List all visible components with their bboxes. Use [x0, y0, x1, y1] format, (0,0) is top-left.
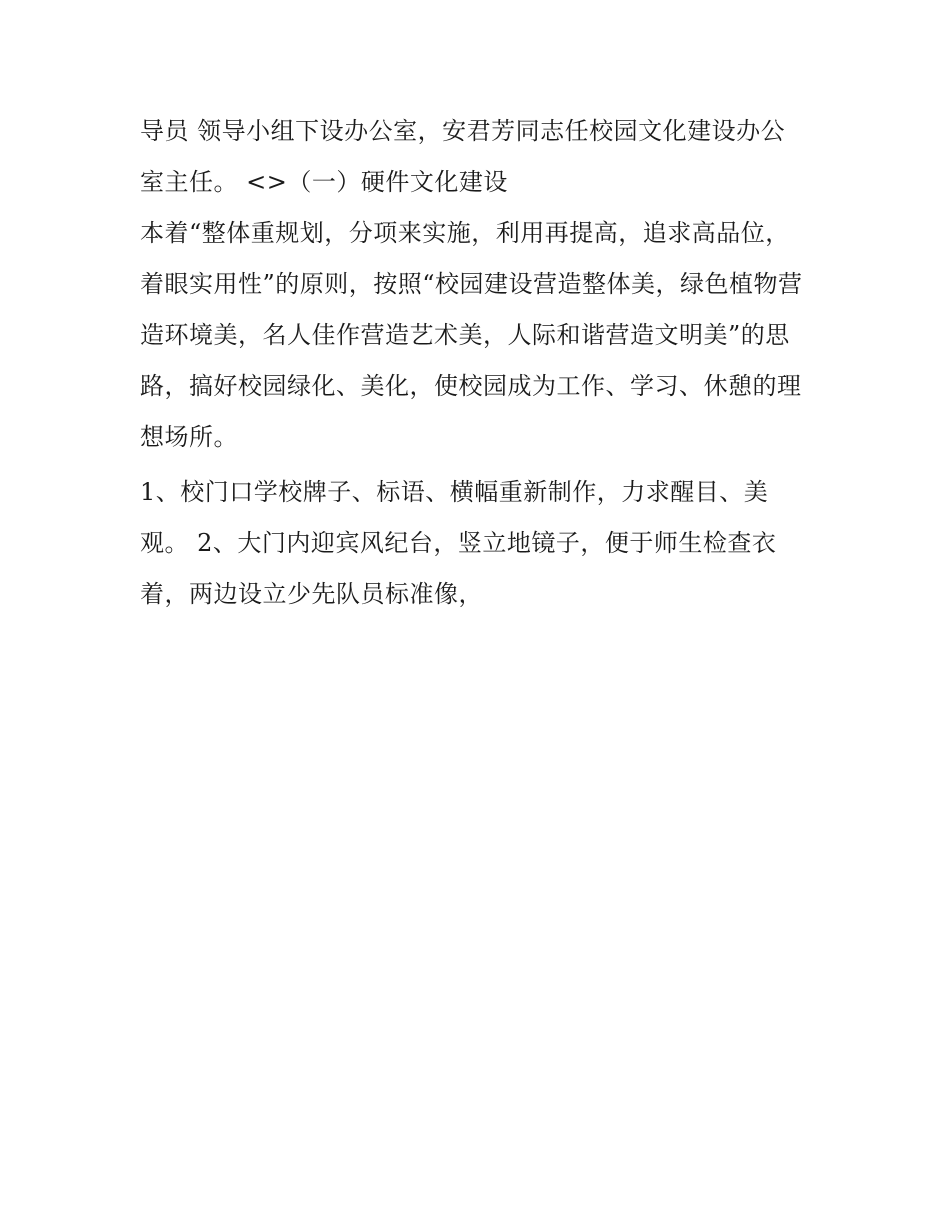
text-line: 着，两边设立少先队员标准像，: [140, 580, 483, 608]
text-line: 造环境美，名人佳作营造艺术美，人际和谐营造文明美”的思: [140, 321, 790, 349]
text-line: 室主任。 <>（一）硬件文化建设: [140, 168, 508, 196]
text-line: 导员 领导小组下设办公室，安君芳同志任校园文化建设办公: [140, 117, 786, 145]
text-line: 路，搞好校园绿化、美化，使校园成为工作、学习、休憩的理: [140, 372, 802, 400]
text-line: 着眼实用性”的原则，按照“校园建设营造整体美，绿色植物营: [140, 270, 803, 298]
text-line: 1、校门口学校牌子、标语、横幅重新制作，力求醒目、美: [140, 478, 769, 506]
text-line: 观。 2、大门内迎宾风纪台，竖立地镜子，便于师生检查衣: [140, 529, 777, 557]
text-line: 想场所。: [140, 423, 238, 451]
text-line: 本着“整体重规划，分项来实施，利用再提高，追求高品位，: [140, 219, 790, 247]
document-body: [140, 106, 830, 620]
